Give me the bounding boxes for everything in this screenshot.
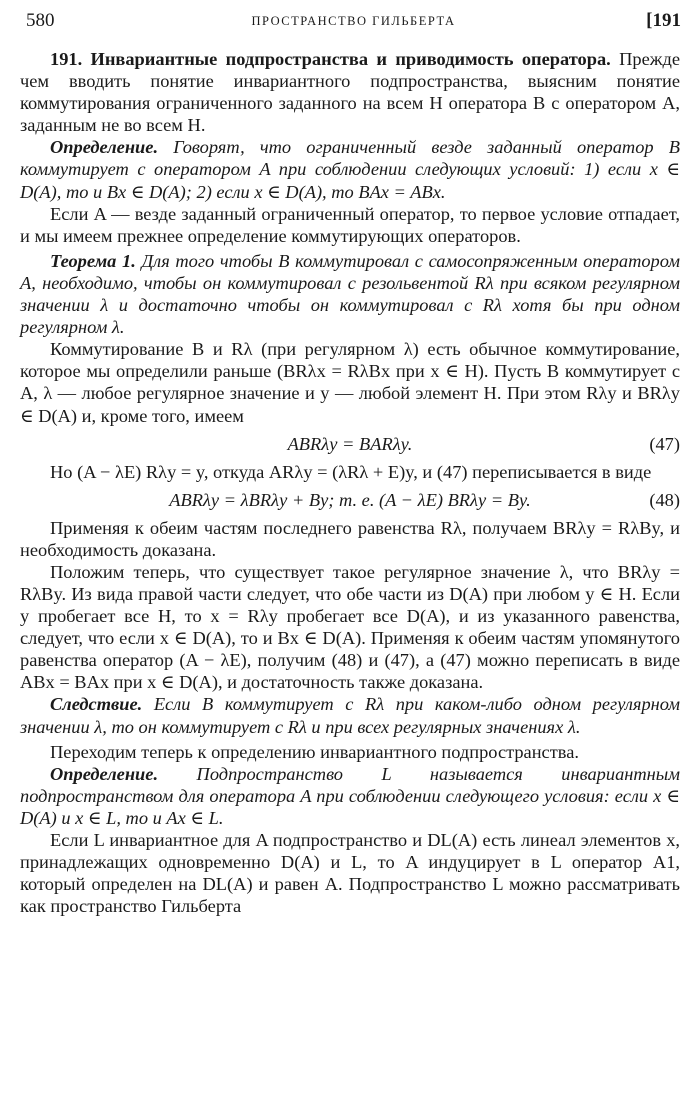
corollary-text: Если B коммутирует с Rλ при каком-либо одном регулярном значении λ, то он коммутирует с Rλ и при всех регулярных значениях λ. — [20, 694, 681, 737]
definition-label: Определение. — [50, 763, 159, 784]
sufficiency-paragraph: Положим теперь, что существует такое регулярное значение λ, что BRλy = RλBy. Из вида правой части следует, что обе части из D(A) при любом y ∈ H. Если y пробегает все H, то x = Rλy пробегает все D(A), и из указанного равенства, следует, что если x ∈ D(A), то и Bx ∈ D(A). Применяя к обеим частям упомянутого равенства оператор (A − λE), получим (48) и (47), а (47) можно переписать в виде ABx = BAx при x ∈ D(A), и достаточность также доказана. — [20, 561, 680, 693]
commutation-paragraph: Коммутирование B и Rλ (при регулярном λ) есть обычное коммутирование, которое мы определили раньше (BRλx = RλBx при x ∈ H). Пусть B коммутирует с A, λ — любое регулярное значение и y — любой элемент H. При этом Rλy и BRλy ∈ D(A) и, кроме того, имеем — [20, 339, 680, 426]
corollary-label: Следствие. — [50, 694, 143, 715]
section-intro-text: Прежде чем вводить понятие инвариантного подпространства, выясним понятие коммутирования ограниченного заданного на всем H оператора B с оператором A, заданным не во всем H. — [20, 49, 680, 136]
induced-operator-paragraph: Если L инвариантное для A подпространство и DL(A) есть линеал элементов x, принадлежащих одновременно D(A) и L, то A индуцирует в L оператор A1, который определен на DL(A) и равен A. Подпространство L можно рассматривать как пространство Гильберта — [20, 830, 680, 917]
remark-paragraph: Если A — везде заданный ограниченный оператор, то первое условие отпадает, и мы имеем прежнее определение коммутирующих операторов. — [20, 203, 680, 246]
section-reference: [191 — [646, 10, 681, 31]
definition-commuting — [20, 136, 680, 202]
page-body — [20, 48, 680, 917]
equation-48-number: (48) — [649, 489, 680, 510]
necessity-paragraph: Применяя к обеим частям последнего равенства Rλ, получаем BRλy = RλBy, и необходимость доказана. — [20, 517, 680, 560]
definition-label: Определение. — [50, 137, 159, 158]
equation-48-expression: ABRλy = λBRλy + By; т. е. (A − λE) BRλy = By. — [169, 489, 531, 510]
section-title: 191. Инвариантные подпространства и приводимость оператора. — [50, 49, 611, 69]
definition-text: Говорят, что ограниченный везде заданный оператор B коммутирует с оператором A при соблюдении следующих условий: 1) если x ∈ D(A), то и Bx ∈ D(A); 2) если x ∈ D(A), то BAx = ABx. — [20, 137, 680, 202]
transition-paragraph: Переходим теперь к определению инвариантного подпространства. — [50, 741, 579, 762]
corollary — [20, 693, 680, 737]
equation-48 — [20, 483, 680, 517]
theorem-text: Для того чтобы B коммутировал с самосопряженным оператором A, необходимо, чтобы он коммутировал с резольвентой Rλ при всяком регулярном значении λ и достаточно чтобы он коммутировал с Rλ хотя бы при одном регулярном λ. — [20, 250, 680, 338]
section-intro-paragraph — [20, 48, 680, 136]
but-paragraph: Но (A − λE) Rλy = y, откуда ARλy = (λRλ + E)y, и (47) переписывается в виде — [50, 461, 652, 482]
definition-text: Подпространство L называется инвариантным подпространством для оператора A при соблюдении следующего условия: если x ∈ D(A) и x ∈ L, то и Ax ∈ L. — [20, 763, 680, 828]
running-title: ПРОСТРАНСТВО ГИЛЬБЕРТА — [251, 14, 456, 28]
theorem-label: Теорема 1. — [50, 250, 136, 271]
equation-47-number: (47) — [649, 433, 680, 454]
theorem-1 — [20, 250, 680, 338]
page-number: 580 — [26, 10, 55, 31]
page-header — [26, 10, 681, 38]
equation-47 — [20, 427, 680, 461]
equation-47-expression: ABRλy = BARλy. — [287, 433, 413, 454]
definition-invariant — [20, 763, 680, 829]
